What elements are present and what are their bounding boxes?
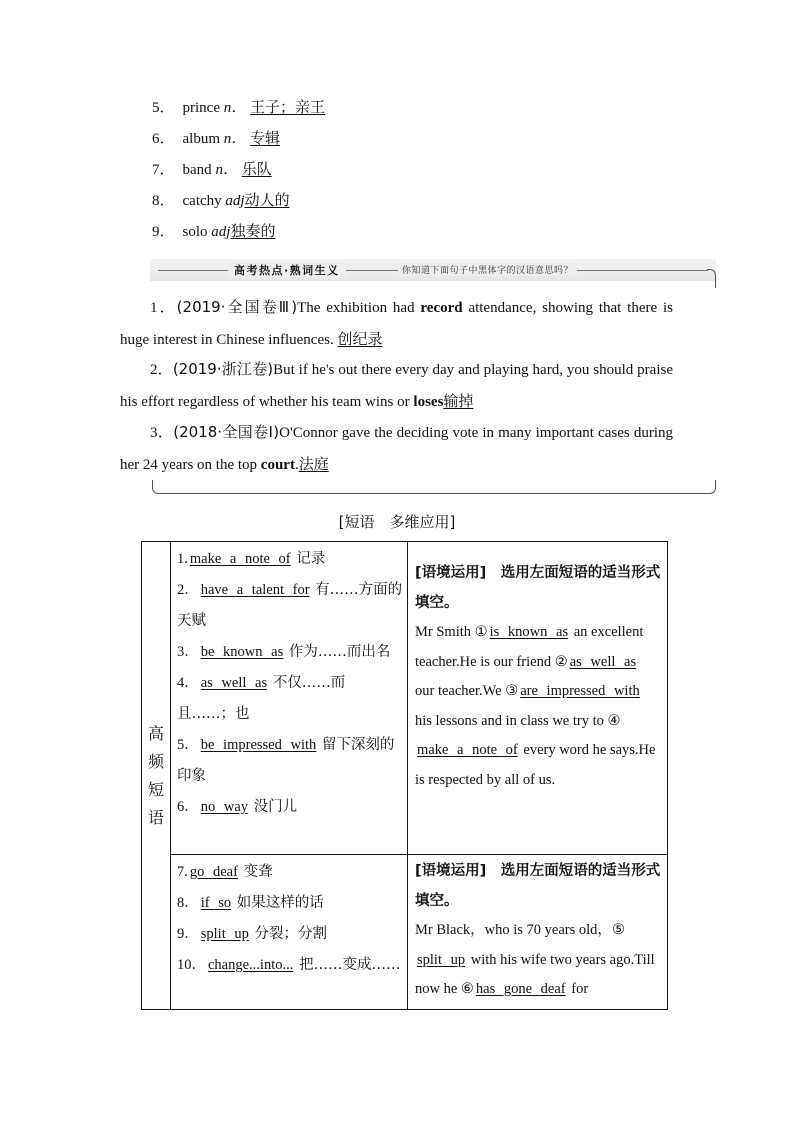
vocab-pos: adj	[225, 193, 245, 209]
hot-topic-title: 高考热点·熟词生义	[228, 262, 346, 278]
phrase-number: 9．	[177, 926, 199, 942]
phrase-meaning: 作为……而出名	[288, 644, 391, 660]
exercise-2	[408, 855, 668, 1010]
phrase-number: 8．	[177, 895, 199, 911]
header-corner	[707, 269, 716, 288]
phrase-text: be impressed with	[200, 737, 317, 753]
vocab-pos: adj	[211, 224, 231, 240]
hot-sentence-2	[120, 354, 673, 418]
answer-blank: split up	[417, 951, 466, 968]
vocab-number: 9．	[152, 224, 175, 240]
sentence-text: .	[294, 457, 299, 473]
phrase-text: as well as	[200, 675, 268, 691]
side-char: 高	[147, 723, 164, 743]
phrase-text: no way	[200, 799, 249, 815]
vocab-item-9	[152, 221, 275, 242]
answer-blank: are impressed with	[520, 683, 640, 699]
exercise-passage	[415, 618, 661, 795]
vocab-meaning: 专辑	[250, 129, 281, 147]
phrase-number: 3．	[177, 644, 199, 660]
sentence-text: But if he's out there every day and playing hard, you should praise his effort regardless of whether his team wins or	[120, 362, 673, 410]
phrase-item	[177, 919, 403, 950]
vocab-word: catchy	[182, 193, 222, 209]
vocab-meaning: 王子；亲王	[250, 98, 326, 116]
phrase-number: 2．	[177, 582, 199, 598]
vocab-pos: n．	[215, 162, 238, 178]
phrase-text: have a talent for	[200, 582, 310, 598]
vocab-meaning: 独奏的	[230, 222, 276, 240]
sentence-text: O'Connor gave the deciding vote in many important cases during her 24 years on the top	[120, 425, 673, 473]
vocab-word: album	[182, 131, 221, 147]
phrase-meaning: 留下深刻的印象	[177, 737, 395, 784]
vocab-meaning: 乐队	[241, 160, 272, 178]
side-char: 短	[147, 779, 164, 799]
sentence-source: (2019·全国卷Ⅲ)	[176, 298, 298, 316]
bold-word: court	[260, 457, 295, 473]
table-row	[142, 542, 668, 855]
passage-text: for	[567, 981, 589, 997]
side-char: 频	[147, 751, 164, 771]
phrase-meaning: 如果这样的话	[236, 895, 324, 911]
vocab-number: 5．	[152, 100, 175, 116]
phrase-item	[177, 730, 403, 792]
passage-text: Mr Smith	[415, 624, 475, 640]
passage-text: with his wife two years ago.Till now he	[415, 951, 655, 997]
phrase-meaning: 把……变成……	[299, 957, 401, 973]
bold-word: record	[420, 300, 463, 316]
blank-marker: ④	[607, 712, 621, 729]
phrase-item	[177, 668, 403, 730]
vocab-item-5	[152, 97, 325, 118]
phrase-meaning: 记录	[296, 551, 326, 567]
sentence-text: The exhibition had	[297, 300, 421, 316]
blank-marker: ⑥	[460, 981, 474, 997]
phrase-item	[177, 792, 403, 823]
exercise-passage	[415, 916, 661, 1005]
sentence-answer: 创纪录	[337, 330, 383, 348]
vocab-number: 6．	[152, 131, 175, 147]
hot-topic-hint: 你知道下面句子中黑体字的汉语意思吗？	[398, 263, 577, 276]
exercise-instruction	[415, 559, 661, 618]
passage-text: Mr Black，who is 70 years old，	[415, 922, 612, 938]
phrase-number: 1.	[177, 551, 188, 567]
phrase-text: go deaf	[189, 864, 238, 880]
phrase-text: change...into...	[208, 957, 294, 973]
sentence-number: 3．	[150, 425, 174, 441]
answer-blank: is known as	[489, 624, 569, 640]
vocab-word: band	[182, 162, 212, 178]
sentence-text: attendance, showing that there is huge interest in Chinese influences.	[120, 300, 673, 348]
phrase-number: 4．	[177, 675, 199, 691]
blank-marker: ③	[505, 683, 519, 699]
answer-blank: has gone deaf	[475, 981, 566, 997]
exercise-tag: [语境运用]	[415, 863, 487, 879]
sentence-answer: 输掉	[443, 392, 474, 410]
phrase-item	[177, 888, 403, 919]
sentence-answer: 法庭	[298, 455, 329, 473]
answer-blank: as well as	[569, 653, 637, 670]
phrase-meaning: 分裂；分割	[254, 926, 327, 942]
side-char: 语	[147, 807, 164, 827]
sentence-number: 2．	[150, 362, 173, 378]
phrase-text: be known as	[200, 644, 284, 660]
phrase-number: 5．	[177, 737, 199, 753]
phrase-item	[177, 637, 403, 668]
exercise-tag: [语境运用]	[415, 565, 487, 581]
phrase-table	[141, 541, 668, 1010]
phrase-number: 7.	[177, 864, 188, 880]
vocab-pos: n．	[223, 100, 247, 116]
hot-sentence-3	[120, 417, 673, 481]
vocab-item-7	[152, 159, 272, 180]
vocab-item-8	[152, 190, 290, 211]
exercise-1	[408, 542, 668, 855]
blank-marker: ②	[554, 653, 568, 670]
passage-text: every word he says.He is respected by all of us.	[415, 742, 656, 788]
bold-word: loses	[413, 394, 444, 410]
sentence-source: (2018·全国卷Ⅰ)	[173, 423, 280, 441]
hot-topic-footer	[152, 480, 716, 494]
passage-text: an excellent teacher.He is our friend	[415, 624, 644, 670]
sentence-source: (2019·浙江卷)	[172, 360, 274, 378]
phrase-number: 10．	[177, 957, 206, 973]
vocab-word: prince	[182, 100, 220, 116]
exercise-instruction-text: 选用左面短语的适当形式填空。	[415, 565, 661, 611]
vocab-item-6	[152, 128, 280, 149]
phrase-text: if so	[200, 895, 232, 911]
sentence-number: 1．	[150, 300, 177, 316]
phrase-meaning: 有……方面的天赋	[177, 582, 403, 629]
phrase-text: split up	[200, 926, 249, 942]
phrase-list-1	[171, 542, 408, 855]
passage-text: our teacher.We	[415, 683, 506, 699]
table-row	[142, 855, 668, 1010]
side-label	[142, 542, 171, 1010]
vocab-number: 7．	[152, 162, 175, 178]
phrase-number: 6．	[177, 799, 199, 815]
phrase-text: make a note of	[189, 551, 291, 567]
blank-marker: ⑤	[611, 922, 625, 938]
phrase-meaning: 不仅……而且……；也	[177, 675, 346, 722]
vocab-number: 8．	[152, 193, 175, 209]
passage-text: his lessons and in class we try to	[415, 712, 608, 729]
blank-marker: ①	[474, 624, 488, 640]
hot-sentence-1	[120, 292, 673, 356]
exercise-instruction	[415, 857, 661, 916]
phrase-item	[177, 950, 403, 981]
hot-topic-header	[150, 259, 716, 287]
phrase-meaning: 没门儿	[253, 799, 298, 815]
vocab-pos: n．	[223, 131, 247, 147]
phrase-item	[177, 575, 403, 637]
phrase-meaning: 变聋	[243, 864, 273, 880]
phrase-item	[177, 544, 403, 575]
phrase-item	[177, 857, 403, 888]
answer-blank: make a note of	[417, 742, 518, 758]
vocab-word: solo	[182, 224, 208, 240]
vocab-meaning: 动人的	[244, 191, 290, 209]
phrase-list-2	[171, 855, 408, 1010]
exercise-instruction-text: 选用左面短语的适当形式填空。	[415, 863, 661, 909]
section-title: [短语 多维应用]	[338, 513, 456, 531]
